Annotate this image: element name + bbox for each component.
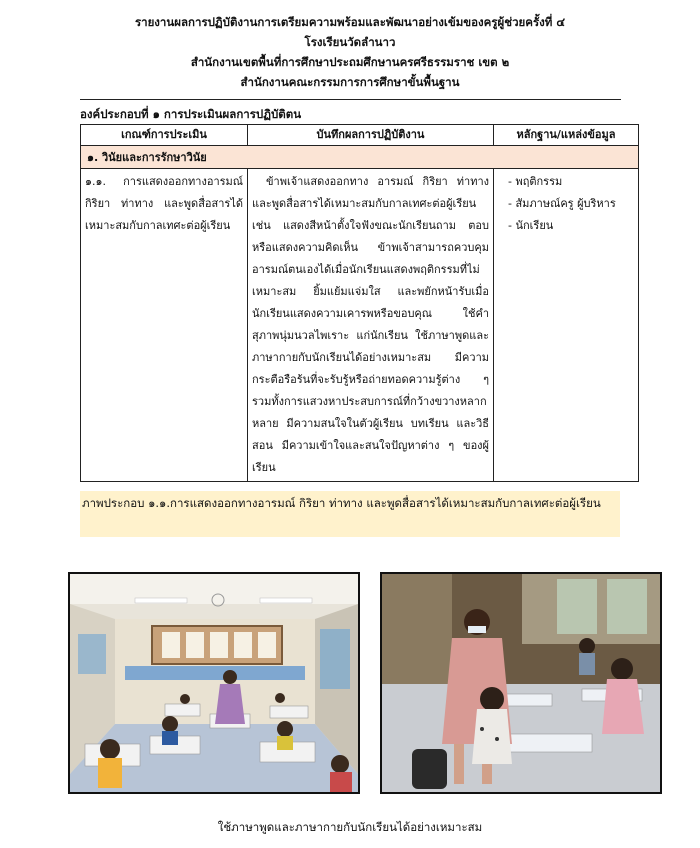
teacher-student-photo (380, 572, 662, 794)
report-header (60, 12, 640, 92)
header-divider (80, 99, 621, 100)
evidence-list (508, 171, 634, 237)
section-row (81, 146, 639, 169)
evidence-item: - สัมภาษณ์ครู ผู้บริหาร (508, 197, 616, 210)
component-title: องค์ประกอบที่ ๑ การประเมินผลการปฏิบัติตน (80, 107, 302, 121)
column-header-criteria: เกณฑ์การประเมิน (81, 125, 248, 146)
record-cell: ข้าพเจ้าแสดงออกทาง อารมณ์ กิริยา ท่าทาง และพูดสื่อสารได้เหมาะสมกับกาลเทศะต่อผู้เรียน เช่น แสดงสีหน้าตั้งใจฟังขณะนักเรียนถาม ตอบหรือแสดงความคิดเห็น ข้าพเจ้าสามารถควบคุมอารมณ์ตนเองได้เมื่อนักเรียนแสดงพฤติกรรมที่ไม่เหมาะสม ยิ้มแย้มแจ่มใส และพยักหน้ารับเมื่อนักเรียนแสดงความเคารพหรือขอบคุณ ใช้คำสุภาพนุ่มนวลไพเราะ แก่นักเรียน ใช้ภาษาพูดและภาษากายกับนักเรียนได้อย่างเหมาะสม มีความกระตือรือร้นที่จะรับรู้หรือถ่ายทอดความรู้ต่าง ๆ รวมทั้งการแสวงหาประสบการณ์ที่กว้างขวางหลากหลาย มีความสนใจในตัวผู้เรียน บทเรียน และวิธีสอน มีความเข้าใจและสนใจปัญหาต่าง ๆ ของผู้เรียน (248, 169, 494, 482)
figure-caption: ภาพประกอบ ๑.๑.การแสดงออกทางอารมณ์ กิริยา ท่าทาง และพูดสื่อสารได้เหมาะสมกับกาลเทศะต่อผู้เรียน (80, 491, 620, 537)
district-office: สำนักงานเขตพื้นที่การศึกษาประถมศึกษานครศรีธรรมราช เขต ๒ (190, 55, 510, 69)
assessment-table (80, 124, 639, 482)
table-header-row (81, 125, 639, 146)
column-header-evidence: หลักฐาน/แหล่งข้อมูล (494, 125, 639, 146)
report-title: รายงานผลการปฏิบัติงานการเตรียมความพร้อมและพัฒนาอย่างเข้มของครูผู้ช่วยครั้งที่ ๔ (134, 15, 566, 29)
evidence-item: - พฤติกรรม (508, 175, 563, 188)
commission-office: สำนักงานคณะกรรมการการศึกษาขั้นพื้นฐาน (240, 75, 460, 89)
table-row (81, 169, 639, 482)
section-title: ๑. วินัยและการรักษาวินัย (81, 146, 639, 169)
photo-caption: ใช้ภาษาพูดและภาษากายกับนักเรียนได้อย่างเหมาะสม (217, 820, 483, 834)
evidence-cell (494, 169, 639, 482)
classroom-photo (68, 572, 360, 794)
school-name: โรงเรียนวัดลำนาว (304, 35, 396, 49)
column-header-record: บันทึกผลการปฏิบัติงาน (248, 125, 494, 146)
evidence-item: - นักเรียน (508, 219, 554, 232)
criterion-cell: ๑.๑. การแสดงออกทางอารมณ์ กิริยา ท่าทาง และพูดสื่อสารได้เหมาะสมกับกาลเทศะต่อผู้เรียน (81, 169, 248, 482)
